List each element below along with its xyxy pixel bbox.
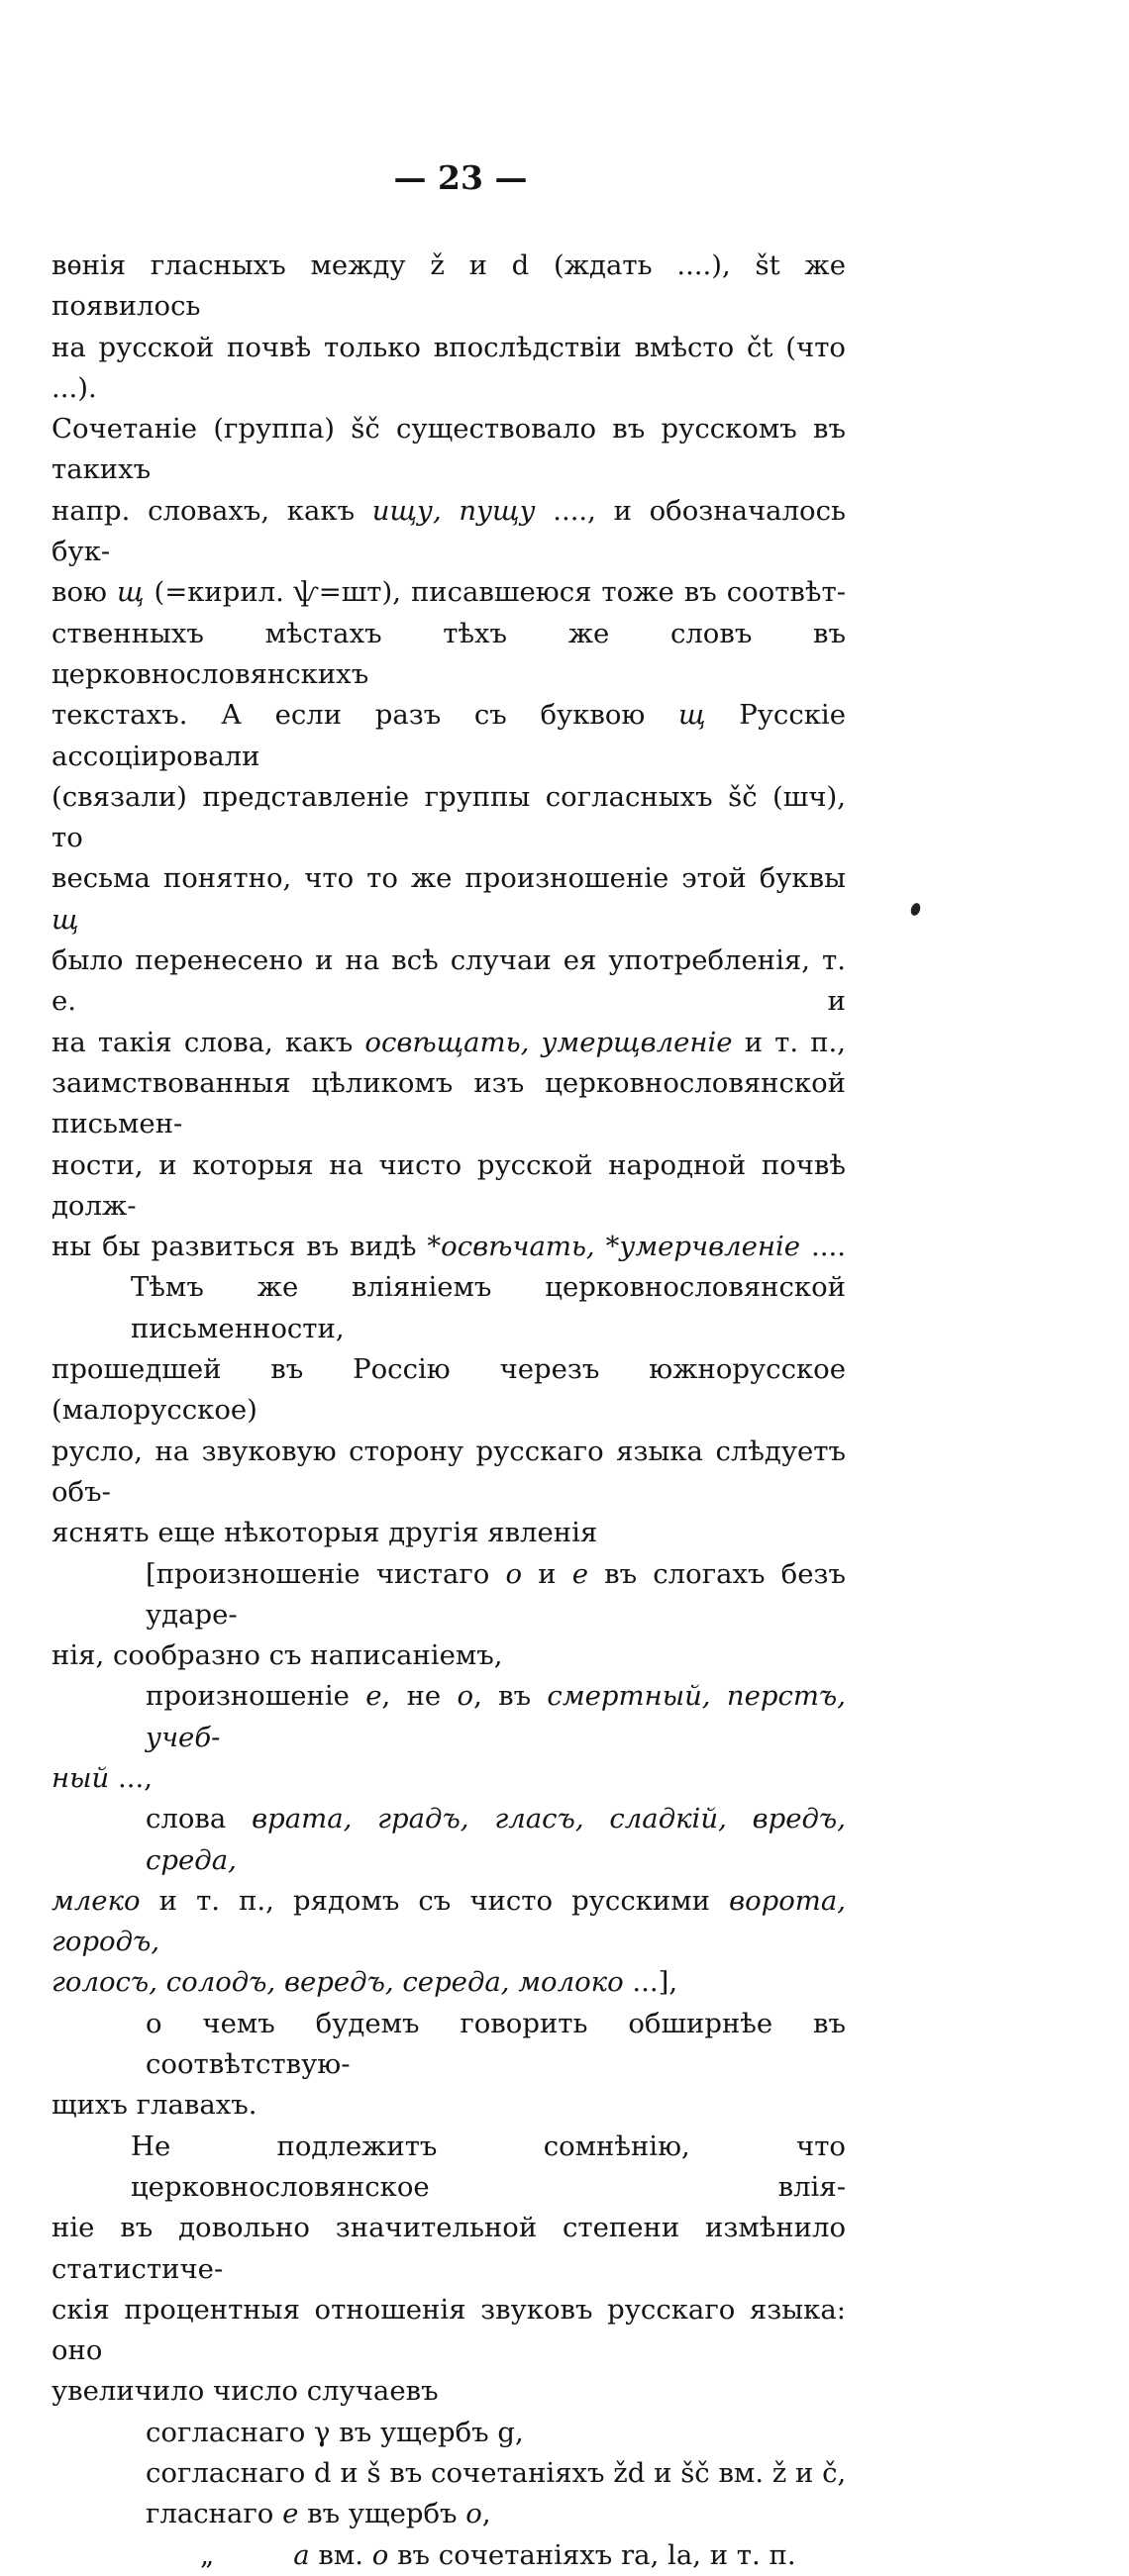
- text-line: [произношеніе чистаго о и е въ слогахъ безъ ударе-: [146, 1557, 847, 1631]
- text-line: ны бы развиться въ видѣ *освѣчать, *умерчвленіе ....: [51, 1231, 846, 1263]
- text-line: о чемъ будемъ говорить обширнѣе въ соотвѣтствую-: [146, 2007, 846, 2081]
- text-line: скія процентныя отношенія звуковъ русскаго языка: оно: [51, 2293, 846, 2367]
- text-line: согласнаго γ въ ущербъ g,: [146, 2416, 524, 2448]
- text-line: ніе въ довольно значительной степени измѣнило статистиче-: [51, 2212, 846, 2285]
- text-line: (связали) представленіе группы согласныхъ šč (шч), то: [51, 780, 846, 854]
- text-line: на такія слова, какъ освѣщать, умерщвленіе и т. п.,: [51, 1026, 847, 1058]
- text-line: яснять еще нѣкоторыя другія явленія: [51, 1517, 598, 1549]
- margin-ink-dot: [909, 902, 922, 917]
- text-line: вою щ (=кирил. ѱ=шт), писавшеюся тоже въ соотвѣт-: [51, 576, 846, 609]
- text-line: ный ...,: [51, 1761, 153, 1794]
- text-line: на русской почвѣ только впослѣдствіи вмѣсто čt (что ...).: [51, 331, 846, 404]
- text-line: слова врата, градъ, гласъ, сладкій, вредъ, среда,: [146, 1803, 846, 1876]
- text-line: прошедшей въ Россію черезъ южнорусское (малорусское): [51, 1353, 846, 1427]
- text-line: млеко и т. п., рядомъ съ чисто русскими ворота, городъ,: [51, 1884, 846, 1958]
- text-line: произношеніе е, не о, въ смертный, перстъ, учеб-: [146, 1680, 846, 1753]
- text-line: русло, на звуковую сторону русскаго языка слѣдуетъ объ-: [51, 1435, 846, 1508]
- text-line: весьма понятно, что то же произношеніе этой буквы щ: [51, 862, 846, 936]
- text-line: Сочетаніе (группа) šč существовало въ русскомъ въ такихъ: [51, 413, 846, 486]
- text-line: Тѣмъ же вліяніемъ церковнословянской письменности,: [131, 1271, 846, 1344]
- text-line: текстахъ. А если разъ съ буквою щ Русскіе ассоціировали: [51, 699, 846, 772]
- text-line: гласнаго е въ ущербъ о,: [146, 2498, 491, 2530]
- text-line: увеличило число случаевъ: [51, 2375, 439, 2408]
- text-line: голосъ, солодъ, вередъ, середа, молоко ...],: [51, 1966, 678, 1999]
- page-number: — 23 —: [393, 158, 528, 197]
- text-line: „ а вм. о въ сочетаніяхъ ra, la, и т. п.: [200, 2538, 796, 2571]
- text-line: ности, и которыя на чисто русской народной почвѣ долж-: [51, 1148, 846, 1222]
- text-line: было перенесено и на всѣ случаи ея употребленія, т. е. и: [51, 944, 846, 1018]
- text-line: Не подлежитъ сомнѣнію, что церковнословянское влія-: [131, 2130, 846, 2203]
- text-line: нія, сообразно съ написаніемъ,: [51, 1639, 503, 1672]
- text-line: заимствованныя цѣликомъ изъ церковнословянской письмен-: [51, 1066, 846, 1140]
- text-line: напр. словахъ, какъ ищу, пущу ...., и обозначалось бук-: [51, 494, 846, 568]
- text-line: ственныхъ мѣстахъ тѣхъ же словъ въ церковнословянскихъ: [51, 617, 846, 690]
- body-text: [51, 246, 846, 2576]
- text-line: согласнаго d и š въ сочетаніяхъ žd и šč вм. ž и č,: [146, 2457, 847, 2490]
- text-line: щихъ главахъ.: [51, 2089, 257, 2122]
- text-line: вѳнія гласныхъ между ž и d (ждать ....), št же появилось: [51, 249, 846, 323]
